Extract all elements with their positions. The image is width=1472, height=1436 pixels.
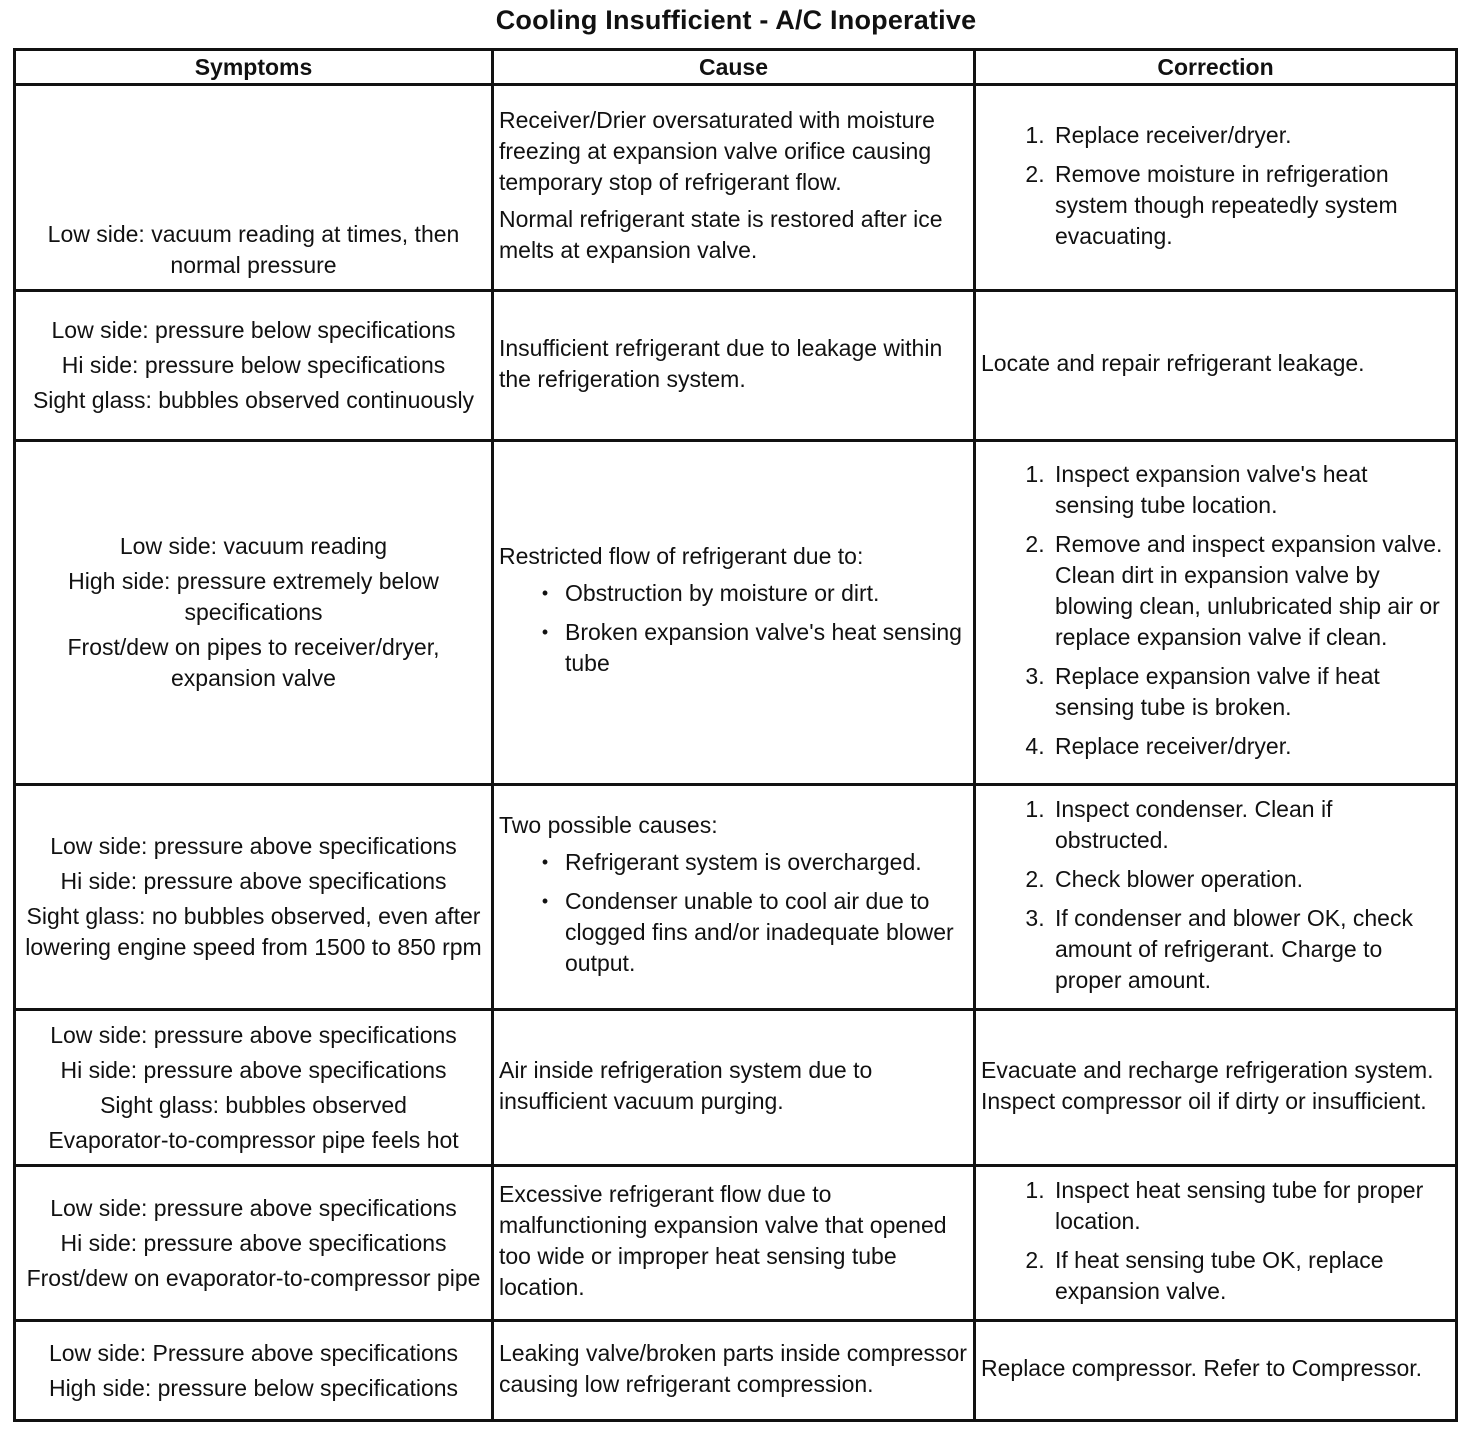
correction-step: 1. Inspect heat sensing tube for proper location. bbox=[1051, 1175, 1450, 1237]
cause-bullet-text: Obstruction by moisture or dirt. bbox=[565, 579, 880, 606]
symptom-line: Low side: Pressure above specifications bbox=[48, 1339, 459, 1366]
symptom-line: Low side: pressure above specifications bbox=[50, 833, 457, 859]
symptom-line: Low side: vacuum reading at times, then normal pressure bbox=[47, 221, 460, 278]
header-cause: Cause bbox=[493, 50, 975, 85]
symptoms-cell bbox=[15, 1166, 493, 1321]
correction-steps bbox=[981, 120, 1450, 252]
cause-cell bbox=[493, 1010, 975, 1166]
bullet-icon: • bbox=[541, 890, 549, 911]
correction-step: 1. Inspect condenser. Clean if obstructed. bbox=[1051, 794, 1450, 856]
correction-step: 3. Replace expansion valve if heat sensing tube is broken. bbox=[1051, 661, 1450, 723]
table-row bbox=[15, 291, 1457, 441]
cause-cell bbox=[493, 785, 975, 1010]
diagnosis-table bbox=[13, 48, 1458, 1422]
correction-step: 1. Replace receiver/dryer. bbox=[1051, 120, 1450, 151]
correction-steps bbox=[981, 459, 1450, 762]
correction-steps bbox=[981, 794, 1450, 996]
correction-cell bbox=[975, 785, 1457, 1010]
symptom-line: Low side: vacuum reading bbox=[119, 533, 388, 559]
table-row bbox=[15, 1010, 1457, 1166]
cause-cell bbox=[493, 1166, 975, 1321]
correction-step: 2. Check blower operation. bbox=[1051, 864, 1450, 895]
cause-bullet bbox=[537, 578, 968, 609]
table-row bbox=[15, 1166, 1457, 1321]
correction-step: 4. Replace receiver/dryer. bbox=[1051, 731, 1450, 762]
cause-text: Receiver/Drier oversaturated with moisture freezing at expansion valve orifice causing temporary stop of refrigerant flow. bbox=[499, 107, 935, 195]
symptom-line: Hi side: pressure below specifications bbox=[61, 352, 446, 378]
symptom-line: Low side: pressure below specifications bbox=[51, 317, 456, 343]
cause-bullet bbox=[537, 847, 968, 878]
header-symptoms: Symptoms bbox=[15, 50, 493, 85]
cause-text: Leaking valve/broken parts inside compressor causing low refrigerant compression. bbox=[499, 1339, 967, 1397]
correction-cell bbox=[975, 441, 1457, 785]
cause-cell bbox=[493, 291, 975, 441]
cause-cell bbox=[493, 441, 975, 785]
correction-cell bbox=[975, 291, 1457, 441]
symptom-line: Frost/dew on pipes to receiver/dryer, expansion valve bbox=[67, 634, 440, 691]
cause-bullet-text: Condenser unable to cool air due to clogged fins and/or inadequate blower output. bbox=[565, 887, 954, 976]
correction-step: 2. If heat sensing tube OK, replace expansion valve. bbox=[1051, 1245, 1450, 1307]
symptoms-cell bbox=[15, 785, 493, 1010]
symptom-line: Low side: pressure above specifications bbox=[50, 1021, 457, 1048]
symptoms-cell bbox=[15, 291, 493, 441]
cause-cell bbox=[493, 1321, 975, 1421]
bullet-icon: • bbox=[541, 851, 549, 872]
correction-step: 2. Remove moisture in refrigeration system though repeatedly system evacuating. bbox=[1051, 159, 1450, 252]
symptom-line: Sight glass: bubbles observed bbox=[100, 1091, 407, 1118]
table-row bbox=[15, 1321, 1457, 1421]
table-header-row bbox=[15, 50, 1457, 85]
symptom-line: Hi side: pressure above specifications bbox=[60, 1056, 447, 1083]
symptom-line: Hi side: pressure above specifications bbox=[60, 1229, 447, 1256]
symptom-line: Hi side: pressure above specifications bbox=[60, 868, 447, 894]
table-row bbox=[15, 785, 1457, 1010]
bullet-icon: • bbox=[541, 582, 549, 603]
symptom-line: Sight glass: bubbles observed continuously bbox=[32, 387, 475, 413]
correction-text: Evacuate and recharge refrigeration system. Inspect compressor oil if dirty or insufficient. bbox=[981, 1056, 1434, 1114]
table-row bbox=[15, 441, 1457, 785]
correction-cell bbox=[975, 1166, 1457, 1321]
cause-text: Normal refrigerant state is restored after ice melts at expansion valve. bbox=[499, 206, 943, 263]
correction-steps bbox=[981, 1175, 1450, 1307]
cause-text: Insufficient refrigerant due to leakage within the refrigeration system. bbox=[499, 334, 943, 392]
page-title: Cooling Insufficient - A/C Inoperative bbox=[495, 5, 977, 35]
correction-step: 1. Inspect expansion valve's heat sensing tube location. bbox=[1051, 459, 1450, 521]
correction-cell bbox=[975, 1321, 1457, 1421]
correction-cell bbox=[975, 85, 1457, 291]
correction-text: Replace compressor. Refer to Compressor. bbox=[981, 1355, 1423, 1381]
cause-bullet-text: Broken expansion valve's heat sensing tube bbox=[565, 618, 962, 676]
symptom-line: Low side: pressure above specifications bbox=[50, 1194, 457, 1221]
correction-step: 3. If condenser and blower OK, check amount of refrigerant. Charge to proper amount. bbox=[1051, 903, 1450, 996]
symptoms-cell bbox=[15, 1010, 493, 1166]
cause-bullet bbox=[537, 886, 968, 979]
bullet-icon: • bbox=[541, 621, 549, 642]
symptom-line: Frost/dew on evaporator-to-compressor pipe bbox=[26, 1264, 481, 1291]
symptom-line: Evaporator-to-compressor pipe feels hot bbox=[48, 1126, 459, 1153]
symptom-line: Sight glass: no bubbles observed, even after lowering engine speed from 1500 to 850 rpm bbox=[25, 903, 482, 960]
cause-text: Air inside refrigeration system due to insufficient vacuum purging. bbox=[499, 1056, 873, 1114]
cause-text: Excessive refrigerant flow due to malfunctioning expansion valve that opened too wide or improper heat sensing tube location. bbox=[499, 1181, 947, 1300]
cause-cell bbox=[493, 85, 975, 291]
symptoms-cell bbox=[15, 441, 493, 785]
symptom-line: High side: pressure extremely below specifications bbox=[68, 568, 439, 625]
cause-bullets bbox=[499, 847, 968, 979]
correction-cell bbox=[975, 1010, 1457, 1166]
symptom-line: High side: pressure below specifications bbox=[48, 1374, 459, 1401]
cause-bullet-text: Refrigerant system is overcharged. bbox=[565, 848, 922, 875]
cause-bullet bbox=[537, 617, 968, 679]
symptoms-cell bbox=[15, 1321, 493, 1421]
header-correction: Correction bbox=[975, 50, 1457, 85]
symptoms-cell bbox=[15, 85, 493, 291]
cause-bullets bbox=[499, 578, 968, 679]
cause-intro: Two possible causes: bbox=[499, 811, 718, 838]
table-row bbox=[15, 85, 1457, 291]
cause-intro: Restricted flow of refrigerant due to: bbox=[499, 542, 864, 569]
correction-step: 2. Remove and inspect expansion valve. Clean dirt in expansion valve by blowing clean, unlubricated ship air or replace expansion valve if clean. bbox=[1051, 529, 1450, 653]
correction-text: Locate and repair refrigerant leakage. bbox=[981, 350, 1365, 376]
